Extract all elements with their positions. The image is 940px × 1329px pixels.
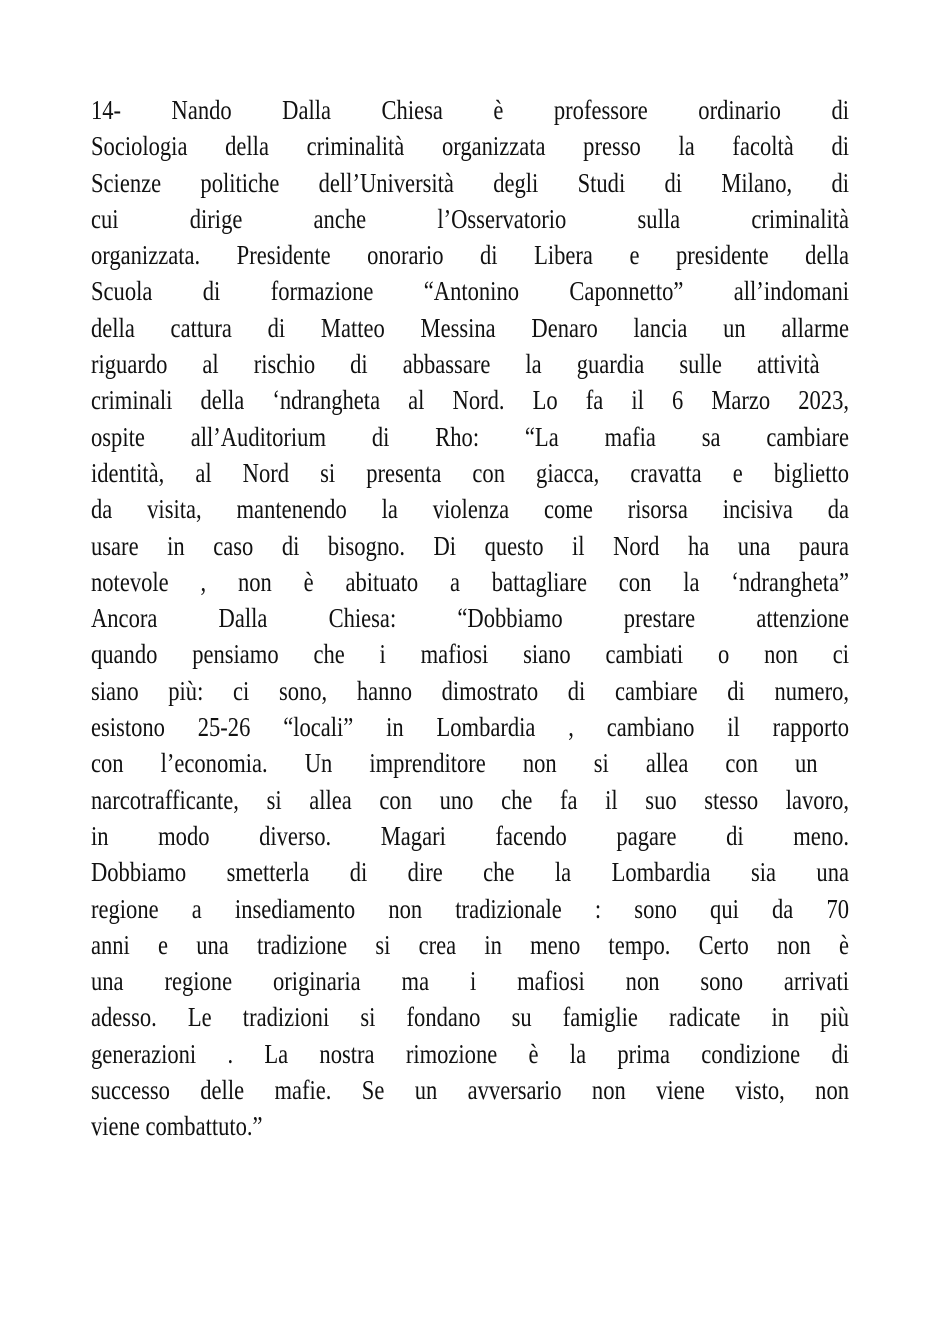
text-line-content: criminali della ‘ndrangheta al Nord. Lo fa il 6 Marzo 2023, (91, 384, 850, 416)
text-line-content: Scienze politiche dell’Università degli Studi di Milano, di (91, 166, 850, 198)
text-line-content: con l’economia. Un imprenditore non si allea con un (91, 747, 818, 779)
text-line-content: Scuola di formazione “Antonino Caponnetto” all’indomani (91, 275, 850, 307)
text-line (91, 1036, 849, 1072)
text-line-content: anni e una tradizione si crea in meno tempo. Certo non è (91, 928, 850, 960)
text-line-content: ospite all’Auditorium di Rho: “La mafia sa cambiare (91, 420, 850, 452)
text-line (91, 528, 849, 564)
text-line (91, 419, 849, 455)
text-line (91, 128, 849, 164)
text-line (91, 854, 849, 890)
text-line-content: successo delle mafie. Se un avversario non viene visto, non (91, 1074, 850, 1106)
text-line (91, 564, 849, 600)
text-line (91, 709, 849, 745)
text-line-content: 14- Nando Dalla Chiesa è professore ordinario di (91, 94, 850, 125)
body-paragraph (91, 92, 849, 1145)
text-line-content: siano più: ci sono, hanno dimostrato di cambiare di numero, (91, 674, 850, 706)
text-line-content: adesso. Le tradizioni si fondano su famiglie radicate in più (91, 1001, 850, 1033)
text-line-content: in modo diverso. Magari facendo pagare di meno. (91, 819, 850, 851)
text-line (91, 782, 849, 818)
text-line (91, 346, 849, 382)
text-line (91, 636, 849, 672)
text-line-content: Dobbiamo smetterla di dire che la Lombardia sia una (91, 856, 850, 888)
text-line (91, 382, 849, 418)
text-line-content: usare in caso di bisogno. Di questo il Nord ha una paura (91, 529, 850, 561)
text-line-content: identità, al Nord si presenta con giacca, cravatta e biglietto (91, 456, 850, 488)
text-line-content: narcotrafficante, si allea con uno che fa il suo stesso lavoro, (91, 783, 850, 815)
text-line (91, 999, 849, 1035)
text-line (91, 491, 849, 527)
text-line (91, 165, 849, 201)
text-line-content: regione a insediamento non tradizionale : sono qui da 70 (91, 892, 850, 924)
text-line (91, 600, 849, 636)
text-line (91, 237, 849, 273)
text-line (91, 273, 849, 309)
text-line-content: organizzata. Presidente onorario di Libera e presidente della (91, 239, 850, 271)
text-line-content: notevole , non è abituato a battagliare con la ‘ndrangheta” (91, 565, 850, 597)
text-line-content: viene combattuto.” (91, 1110, 263, 1142)
text-line (91, 1072, 849, 1108)
text-line (91, 745, 849, 781)
text-line-content: generazioni . La nostra rimozione è la prima condizione di (91, 1037, 850, 1069)
text-line (91, 818, 849, 854)
text-line-content: esistono 25-26 “locali” in Lombardia , cambiano il rapporto (91, 711, 850, 743)
text-line-content: riguardo al rischio di abbassare la guardia sulle attività (91, 348, 820, 380)
text-line-content: una regione originaria ma i mafiosi non sono arrivati (91, 965, 850, 997)
text-line-content: cui dirige anche l’Osservatorio sulla criminalità (91, 202, 850, 234)
text-line-content: della cattura di Matteo Messina Denaro lancia un allarme (91, 311, 850, 343)
text-line (91, 92, 849, 128)
text-line (91, 673, 849, 709)
text-line (91, 1108, 849, 1144)
text-line-content: da visita, mantenendo la violenza come risorsa incisiva da (91, 493, 850, 525)
text-line-content: quando pensiamo che i mafiosi siano cambiati o non ci (91, 638, 850, 670)
text-line-content: Sociologia della criminalità organizzata presso la facoltà di (91, 130, 850, 162)
text-line (91, 963, 849, 999)
text-line (91, 310, 849, 346)
text-line (91, 455, 849, 491)
text-line (91, 201, 849, 237)
text-line (91, 891, 849, 927)
text-line-content: Ancora Dalla Chiesa: “Dobbiamo prestare attenzione (91, 602, 850, 634)
text-line (91, 927, 849, 963)
